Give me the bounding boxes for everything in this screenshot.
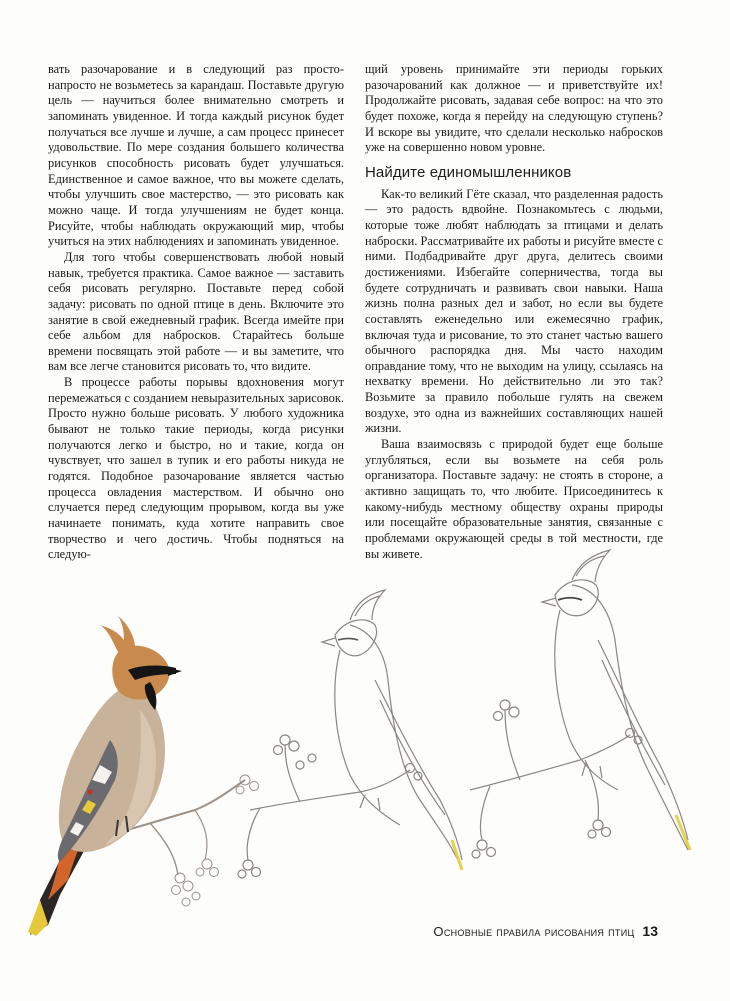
waxwing-colored-figure (28, 616, 259, 936)
waxwing-sketch-middle (238, 590, 462, 878)
body-paragraph: Для того чтобы совершенствовать любой новый навык, требуется практика. Самое важное — заставить себя рисовать регулярно. Поставьте перед собой задачу: рисовать по одной птице в день. Включите это занятие в свой ежедневный график. Всегда имейте при себе альбом для набросков. Старайтесь больше времени посвящать этой работе — и вы заметите, что вам все легче становится рисовать то, что видите. (48, 249, 344, 374)
waxwing-sketch-right (470, 550, 690, 858)
running-head: Основные правила рисования птиц (433, 924, 635, 939)
body-paragraph: Ваша взаимосвязь с природой будет еще больше углубляться, если вы возьмете на себя роль организатора. Поставьте задачу: не стоять в стороне, а активно защищать то, что любите. Присоединитесь к какому-нибудь местному обществу охраны природы или посещайте образовательные занятия, связанные с проблемами окружающей среды в той местности, где вы живете. (365, 437, 663, 561)
page-number: 13 (642, 923, 658, 939)
body-paragraph: щий уровень принимайте эти периоды горьких разочарований как должное — и приветствуйте их! Продолжайте рисовать, задавая себе вопрос: на что это будет похоже, когда я перейду на следующую ступень? И вскоре вы увидите, что сделали несколько набросков уже на совершенно новом уровне. (365, 62, 663, 155)
body-paragraph: В процессе работы порывы вдохновения могут перемежаться с созданием невыразительных зарисовок. Просто нужно больше рисовать. У любого художника бывают не только такие периоды, когда рисунки получаются легко и быстро, но и такие, когда он чувствует, что зашел в тупик и его работы никуда не годятся. Подобное разочарование является частью процесса овладения мастерством. И обычно оно случается перед следующим прорывом, когда вы уже начинаете понимать, куда хотите направить свое творчество и чего достичь. Чтобы подняться на следую- (48, 375, 344, 562)
page-footer (433, 923, 658, 939)
right-column (365, 62, 663, 562)
left-column (48, 62, 344, 563)
waxwing-illustration (0, 540, 730, 940)
section-heading: Найдите единомышленников (365, 163, 572, 181)
body-paragraph: вать разочарование и в следующий раз просто-напросто не возьметесь за карандаш. Поставьте другую цель — научиться более внимательно смотреть и запоминать увиденное. И тогда каждый рисунок будет получаться все лучше и лучше, а сам процесс принесет удовольствие. По мере создания большего количества рисунков способность рисовать будет улучшаться. Единственное и самое важное, что вы можете сделать, чтобы улучшить свое мастерство, — это рисовать как можно чаще. И тогда улучшениям не будет конца. Рисуйте, чтобы наблюдать окружающий мир, чтобы учиться на этих наблюдениях и запоминать увиденное. (48, 62, 344, 249)
body-paragraph: Как-то великий Гёте сказал, что разделенная радость — это радость вдвойне. Познакомьтесь с людьми, которые тоже любят наблюдать за птицами и делать наброски. Рассматривайте их работы и рисуйте вместе с ними. Подбадривайте друг друга, делитесь своими достижениями. Избегайте соперничества, тогда вы будете сотрудничать и развивать свои навыки. Наша жизнь полна разных дел и забот, но если вы будете составлять еженедельно или ежемесячно график, включая туда и рисование, то это станет частью вашего обычного распорядка дня. Мы часто находим оправдание тому, что не выходим на улицу, ссылаясь на нехватку времени. Но действительно ли это так? Возьмите за правило побольше гулять на свежем воздухе, это одна из важнейших составляющих нашей жизни. (365, 186, 663, 436)
